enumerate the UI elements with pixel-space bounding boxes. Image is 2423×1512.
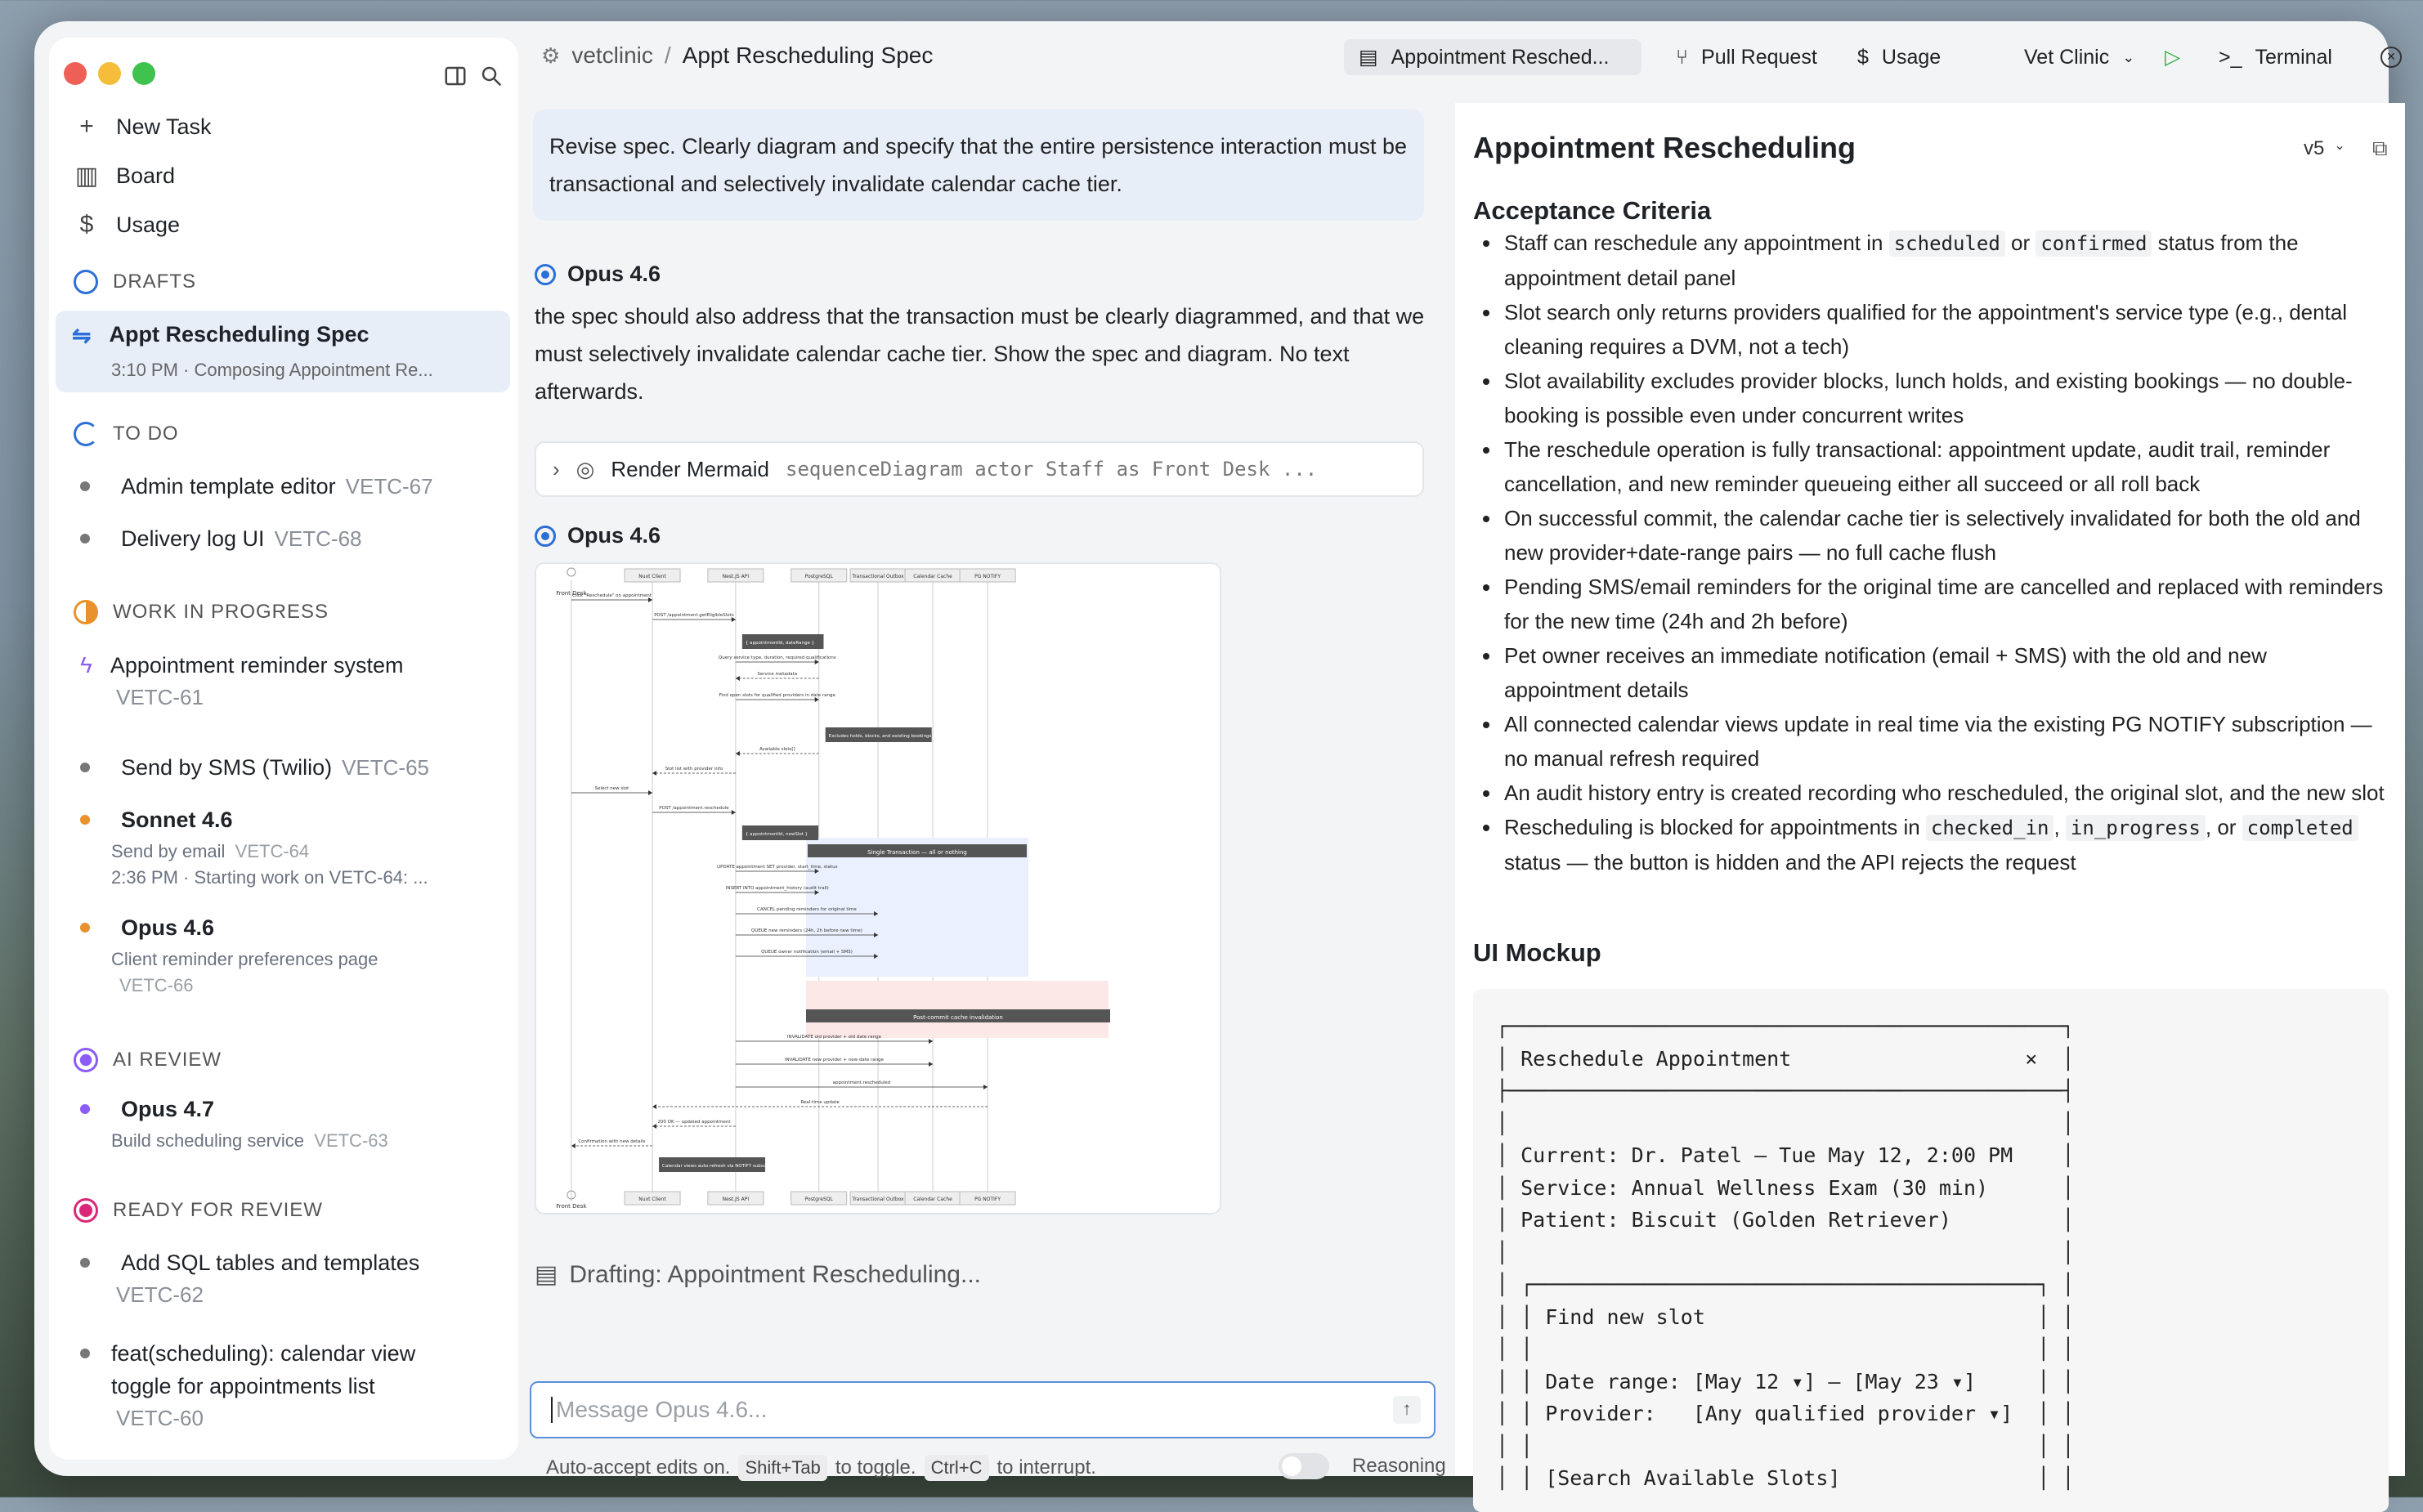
message-input[interactable]: Message Opus 4.6... ↑: [530, 1381, 1435, 1438]
criterion-item: Rescheduling is blocked for appointments in checked_in , in_progress , or completed status — the button is hidden and the API rejects the request: [1473, 810, 2389, 879]
drafts-status-icon: [74, 270, 98, 294]
draft-item-selected[interactable]: ⇋ Appt Rescheduling Spec 3:10 PM · Composing Appointment Re...: [56, 311, 510, 392]
criterion-item: An audit history entry is created recording who rescheduled, the original slot, and the new slot: [1473, 776, 2389, 810]
check-circle-icon: ◎: [576, 456, 595, 481]
diagram-message-label: QUEUE owner notification (email + SMS): [761, 950, 853, 955]
arrow-head: [732, 810, 736, 815]
diagram-message-label: Query service type, duration, required qualifications: [718, 655, 836, 660]
ready-status-icon: [74, 1198, 98, 1223]
doc-title: Appointment Rescheduling: [1473, 131, 1856, 164]
ready-item[interactable]: feat(scheduling): calendar view toggle for appointments list VETC-60: [80, 1337, 505, 1431]
page-title: Appt Rescheduling Spec: [682, 42, 934, 68]
app-window: [34, 21, 2396, 1490]
sidebar: [49, 38, 518, 1460]
ui-mockup-heading: UI Mockup: [1473, 938, 1601, 967]
transaction-label: Single Transaction — all or nothing: [867, 849, 967, 856]
arrow-head: [929, 1039, 933, 1044]
diagram-note-text: Calendar views auto-refresh via NOTIFY subscription: [662, 1164, 781, 1169]
diagram-message-label: INVALIDATE old provider + old date range: [786, 1035, 882, 1040]
share-icon: ⇋: [72, 323, 92, 348]
dollar-icon: $: [79, 211, 94, 238]
tab-document[interactable]: ▤ Appointment Resched...: [1344, 39, 1641, 75]
diagram-note-text: { appointmentId, dateRange }: [745, 641, 815, 646]
participant-label: Calendar Cache: [913, 1197, 952, 1202]
section-ready: READY FOR REVIEW: [74, 1198, 323, 1223]
ui-mockup-text: ┌─────────────────────────────────────────────┐ │ Reschedule Appointment × │ ├─────────────────────────────────────────────┤ │ │ │ Current: Dr. Patel — Tue May 12, 2:00 PM │ │ Service: Annual Wellness Exam (30 min) │ │ Patient: Biscuit (Golden Retriever) │ │ │ │ ┌─────────────────────────────────────────┐ │ │ │ Find new slot │ │ │ │ │ │ │ │ Date range: [May 12 ▾] — [May 23 ▾] │ │ │ │ Provider: [Any qualified provider ▾] │ │ │ │ │ │ │ │ [Search Available Slots] │ │: [1496, 1014, 2075, 1490]
close-panel-button[interactable]: [2366, 39, 2416, 75]
participant-label: Transactional Outbox: [852, 1197, 904, 1202]
diagram-message-label: UPDATE appointment SET provider, start_time, status: [717, 865, 838, 870]
wip-item[interactable]: ϟ Appointment reminder system VETC-61: [80, 652, 404, 709]
pull-request-icon: ⑂: [1676, 45, 1689, 69]
diagram-message-label: POST /appointment.reschedule: [659, 806, 729, 811]
pull-request-button[interactable]: ⑂ Pull Request: [1676, 45, 1817, 69]
breadcrumb: ⚙ vetclinic / Appt Rescheduling Spec: [541, 42, 934, 68]
board-icon: ▥: [74, 163, 99, 190]
diagram-message-label: Real-time update: [800, 1100, 840, 1105]
section-todo: TO DO: [74, 422, 179, 446]
wip-status-icon: [74, 600, 98, 624]
section-wip: WORK IN PROGRESS: [74, 600, 329, 624]
agent-header: Opus 4.6: [535, 523, 661, 548]
actor-icon: [567, 568, 576, 576]
participant-label: Nest.JS API: [722, 1197, 750, 1202]
criterion-item: Pet owner receives an immediate notification (email + SMS) with the old and new appointment details: [1473, 638, 2389, 707]
nav-usage[interactable]: $ Usage: [74, 211, 180, 239]
diagram-message-label: 200 OK — updated appointment: [657, 1120, 731, 1125]
diagram-message-label: Click "Reschedule" on appointment: [571, 593, 652, 598]
diagram-message-label: INSERT INTO appointment_history (audit trail): [725, 886, 829, 891]
arrow-head: [652, 1124, 656, 1129]
usage-button[interactable]: $ Usage: [1857, 45, 1942, 69]
tool-call-render-mermaid[interactable]: › ◎ Render Mermaid sequenceDiagram actor Staff as Front Desk ...: [535, 441, 1424, 497]
ai-review-item[interactable]: Opus 4.7 Build scheduling service VETC-63: [80, 1097, 505, 1152]
dollar-icon: $: [1857, 45, 1869, 69]
diagram-message-label: Slot list with provider info: [665, 767, 723, 772]
header-bar: [517, 21, 2396, 95]
terminal-button[interactable]: >_ Terminal: [2219, 45, 2332, 69]
chevron-right-icon: ›: [553, 456, 560, 481]
reasoning-toggle[interactable]: Reasoning: [1279, 1453, 1446, 1479]
diagram-message-label: INVALIDATE new provider + new date range: [784, 1058, 885, 1062]
document-icon: ▤: [535, 1261, 558, 1288]
copy-icon[interactable]: ⧉: [2372, 136, 2388, 160]
diagram-message-label: Find open slots for qualified providers in date range: [719, 693, 835, 698]
participant-label: PostgreSQL: [804, 1197, 833, 1202]
gear-icon: ⚙: [541, 42, 561, 68]
arrow-head: [571, 1143, 576, 1148]
arrow-head: [736, 676, 740, 681]
participant-label: Front Desk: [556, 1203, 587, 1210]
toggle-switch[interactable]: [1279, 1453, 1329, 1479]
diagram-note-text: Excludes holds, blocks, and existing bookings: [828, 734, 932, 739]
section-drafts: DRAFTS: [74, 270, 196, 294]
input-hint: Auto-accept edits on. Shift+Tab to toggle. Ctrl+C to interrupt.: [546, 1455, 1096, 1481]
diagram-message-label: Select new slot: [594, 786, 629, 791]
todo-item[interactable]: Admin template editor VETC-67: [80, 474, 505, 499]
acceptance-criteria-list: [1473, 226, 2389, 879]
terminal-icon: >_: [2219, 45, 2242, 69]
criterion-item: The reschedule operation is fully transactional: appointment update, audit trail, reminder cancellation, and new reminder queueing either all succeed or all roll back: [1473, 432, 2389, 501]
nav-board[interactable]: ▥ Board: [74, 163, 176, 190]
participant-label: Front Desk: [556, 590, 587, 597]
todo-status-icon: [74, 422, 98, 446]
participant-label: PG NOTIFY: [974, 574, 1001, 579]
diagram-message-label: CANCEL pending reminders for original time: [757, 907, 857, 912]
participant-label: Transactional Outbox: [852, 574, 904, 579]
play-icon: ▷: [2165, 46, 2181, 69]
run-button[interactable]: [2150, 39, 2195, 75]
drafting-status: ▤ Drafting: Appointment Rescheduling...: [535, 1260, 981, 1288]
section-ai-review: AI REVIEW: [74, 1048, 222, 1072]
arrow-head: [652, 771, 656, 776]
plus-icon: +: [79, 113, 94, 140]
diagram-note-text: { appointmentId, newSlot }: [745, 832, 808, 837]
document-icon: ▤: [1359, 46, 1378, 69]
criterion-item: All connected calendar views update in real time via the existing PG NOTIFY subscription — no manual refresh required: [1473, 707, 2389, 776]
wip-item-agent[interactable]: Sonnet 4.6 Send by email VETC-64 2:36 PM · Starting work on VETC-64: ...: [80, 807, 505, 888]
participant-label: Calendar Cache: [913, 574, 952, 579]
arrow-head: [983, 1085, 988, 1089]
participant-label: Nuxt Client: [638, 1197, 666, 1202]
criterion-item: Pending SMS/email reminders for the original time are cancelled and replaced with reminders for the new time (24h and 2h before): [1473, 570, 2389, 638]
user-message: Revise spec. Clearly diagram and specify that the entire persistence interaction must be transactional and selectively invalidate calendar cache tier.: [533, 110, 1424, 221]
breadcrumb-project[interactable]: vetclinic: [571, 42, 653, 68]
minimize-window-button[interactable]: [98, 62, 121, 85]
lightning-icon: ϟ: [80, 652, 92, 678]
criterion-item: Staff can reschedule any appointment in scheduled or confirmed status from the appointment detail panel: [1473, 226, 2389, 295]
diagram-message-label: Service metadata: [757, 672, 798, 677]
sidebar-toggle-icon[interactable]: [443, 64, 468, 88]
agent-message: the spec should also address that the transaction must be clearly diagrammed, and that we must selectively invalidate calendar cache tier. Show the spec and diagram. No text afterwards.: [535, 304, 1425, 404]
version-select[interactable]: v5 ⌄: [2304, 137, 2345, 159]
diagram-message-label: QUEUE new reminders (24h, 2h before new time): [751, 928, 862, 933]
participant-label: Nest.JS API: [722, 574, 750, 579]
todo-item[interactable]: Delivery log UI VETC-68: [80, 526, 505, 552]
criterion-item: Slot search only returns providers qualified for the appointment's service type (e.g., dental cleaning requires a DVM, not a tech): [1473, 295, 2389, 364]
search-icon[interactable]: [479, 64, 504, 88]
environment-select[interactable]: Vet Clinic ⌄: [2024, 45, 2135, 69]
chevron-down-icon: ⌄: [2334, 139, 2345, 153]
criterion-item: Slot availability excludes provider blocks, lunch holds, and existing bookings — no double-booking is possible even under concurrent writes: [1473, 364, 2389, 432]
arrow-head: [929, 1062, 933, 1067]
ui-mockup-block: [1473, 989, 2389, 1512]
diagram-message-label: appointment.rescheduled: [832, 1080, 891, 1085]
sequence-diagram[interactable]: [535, 562, 1221, 1215]
wip-item[interactable]: Send by SMS (Twilio) VETC-65: [80, 755, 505, 781]
participant-label: Nuxt Client: [638, 574, 666, 579]
cache-label: Post-commit cache invalidation: [913, 1014, 1003, 1021]
chevron-down-icon: ⌄: [2122, 48, 2135, 65]
close-circle-icon: ×: [2380, 47, 2402, 68]
arrow-head: [648, 790, 652, 795]
spec-document: [1455, 103, 2405, 1490]
diagram-message-label: Confirmation with new details: [578, 1139, 646, 1144]
close-window-button[interactable]: [64, 62, 87, 85]
agent-icon: [535, 526, 556, 547]
participant-label: PostgreSQL: [804, 574, 833, 579]
maximize-window-button[interactable]: [132, 62, 155, 85]
participant-label: PG NOTIFY: [974, 1197, 1001, 1202]
agent-icon: [535, 264, 556, 285]
acceptance-criteria-heading: Acceptance Criteria: [1473, 196, 1712, 225]
ready-item[interactable]: Add SQL tables and templates VETC-62: [80, 1250, 505, 1308]
ai-review-status-icon: [74, 1048, 98, 1072]
diagram-message-label: POST /appointment.getEligibleSlots: [654, 613, 734, 618]
nav-new-task[interactable]: + New Task: [74, 113, 212, 141]
wip-item-agent[interactable]: Opus 4.6 Client reminder preferences page VETC-66: [80, 915, 505, 996]
send-button[interactable]: ↑: [1393, 1396, 1421, 1424]
arrow-head: [736, 751, 740, 756]
criterion-item: On successful commit, the calendar cache tier is selectively invalidated for both the old and new provider+date-range pairs — no full cache flush: [1473, 501, 2389, 570]
diagram-message-label: Available slots[]: [759, 747, 795, 752]
chat-panel: [517, 103, 1473, 1476]
agent-header: Opus 4.6: [535, 262, 661, 287]
arrow-head: [652, 1104, 656, 1109]
